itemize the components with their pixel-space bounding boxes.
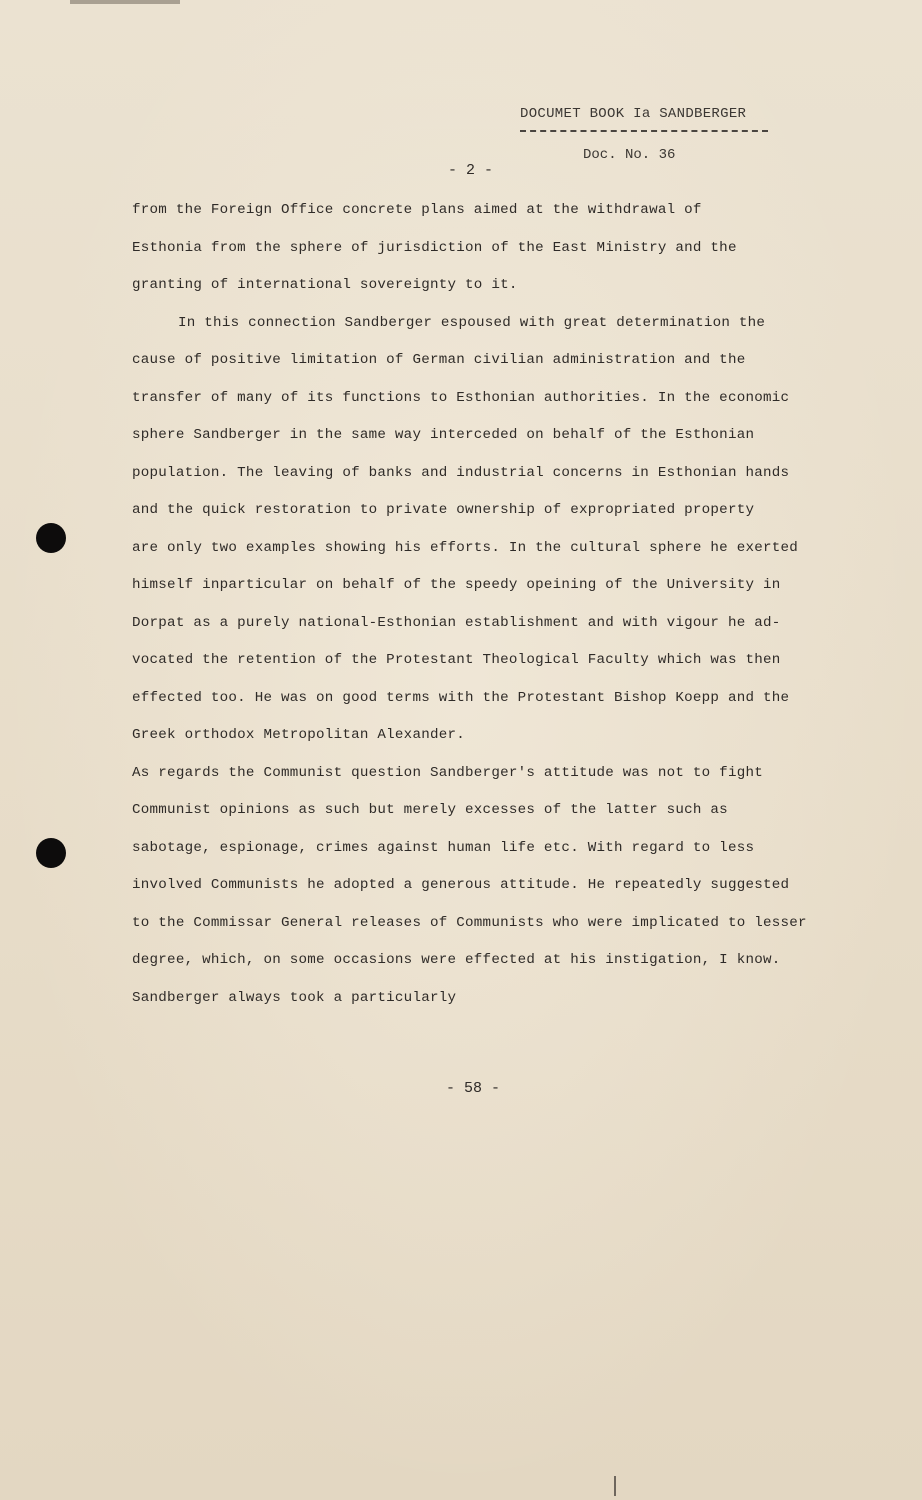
text-line: degree, which, on some occasions were effected at his instigation, I know.	[132, 952, 781, 968]
page-number-bottom: - 58 -	[446, 1080, 501, 1097]
punch-hole	[36, 523, 66, 553]
text-line: As regards the Communist question Sandberger's attitude was not to fight	[132, 764, 763, 781]
text-line: Communist opinions as such but merely excesses of the latter such as	[132, 802, 728, 818]
header-underline	[520, 130, 768, 132]
text-line: sabotage, espionage, crimes against human life etc. With regard to less	[132, 839, 755, 856]
text-line: to the Commissar General releases of Communists who were implicated to lesser	[132, 914, 807, 931]
text-line: effected too. He was on good terms with the Protestant Bishop Koepp and the	[132, 689, 790, 706]
text-line: Sandberger always took a particularly	[132, 989, 457, 1006]
document-book-reference: DOCUMET BOOK Ia SANDBERGER	[520, 106, 747, 122]
text-line: In this connection Sandberger espoused with great determination the	[178, 314, 766, 331]
text-line: Greek orthodox Metropolitan Alexander.	[132, 727, 466, 743]
text-line: vocated the retention of the Protestant Theological Faculty which was then	[132, 652, 781, 668]
text-line: are only two examples showing his efforts. In the cultural sphere he exerted	[132, 539, 799, 556]
punch-hole	[36, 838, 66, 868]
text-line: from the Foreign Office concrete plans aimed at the withdrawal of	[132, 202, 702, 218]
text-line: Esthonia from the sphere of jurisdiction of the East Ministry and the	[132, 239, 737, 256]
text-line: himself inparticular on behalf of the speedy opeining of the University in	[132, 577, 781, 593]
text-line: granting of international sovereignty to it.	[132, 277, 518, 293]
body-text	[132, 192, 862, 1017]
text-line: sphere Sandberger in the same way interceded on behalf of the Esthonian	[132, 427, 755, 443]
bottom-edge-mark	[614, 1476, 616, 1496]
document-number: Doc. No. 36	[583, 147, 676, 163]
text-line: transfer of many of its functions to Esthonian authorities. In the economic	[132, 389, 790, 406]
text-line: involved Communists he adopted a generous attitude. He repeatedly suggested	[132, 877, 790, 893]
page-number-top: - 2 -	[448, 162, 494, 179]
top-edge-mark	[70, 0, 180, 4]
text-line: population. The leaving of banks and industrial concerns in Esthonian hands	[132, 464, 790, 481]
text-line: and the quick restoration to private ownership of expropriated property	[132, 502, 755, 518]
text-line: cause of positive limitation of German civilian administration and the	[132, 352, 746, 368]
text-line: Dorpat as a purely national-Esthonian establishment and with vigour he ad-	[132, 614, 781, 631]
